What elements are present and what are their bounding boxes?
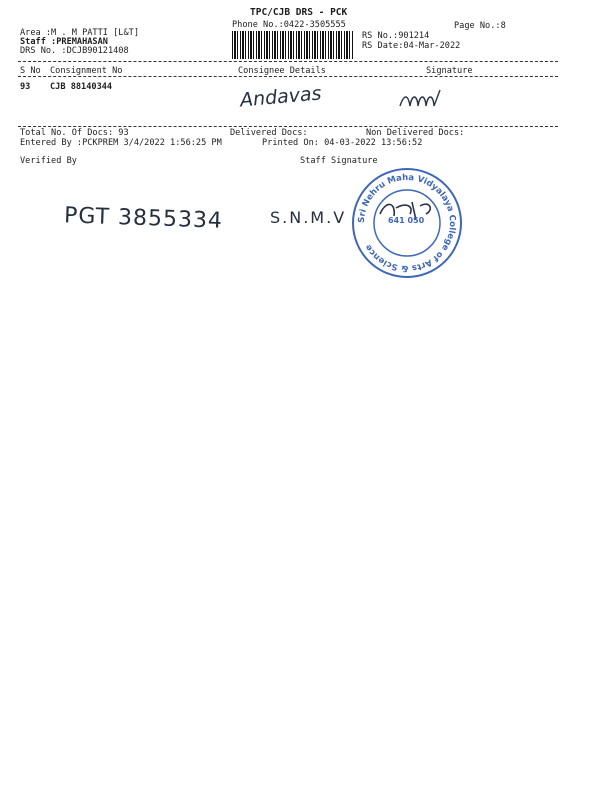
column-header-signature: Signature — [426, 66, 473, 76]
consignee-handwriting: Andavas — [239, 82, 323, 112]
rs-number: RS No.:901214 — [362, 31, 430, 41]
total-docs: Total No. Of Docs: 93 — [20, 128, 129, 138]
delivered-docs: Delivered Docs: — [230, 128, 308, 138]
area-label: Area :M . M PATTI [L&T] — [20, 28, 139, 38]
stamp-pin: 641 050 — [388, 216, 425, 225]
signature-scribble — [396, 84, 456, 114]
column-header-sno: S No — [20, 66, 41, 76]
stamp-ring-text: Sri Nehru Maha Vidyalaya College of Arts & Science — [356, 172, 458, 274]
page-number: Page No.:8 — [454, 21, 506, 31]
divider — [18, 61, 558, 62]
handwritten-code: PGT 3855334 — [63, 203, 224, 234]
verified-by-label: Verified By — [20, 156, 77, 166]
row-sno: 93 — [20, 82, 31, 92]
printed-on: Printed On: 04-03-2022 13:56:52 — [262, 138, 423, 148]
non-delivered-docs: Non Delivered Docs: — [366, 128, 465, 138]
phone-number: Phone No.:0422-3505555 — [232, 20, 346, 30]
rs-date: RS Date:04-Mar-2022 — [362, 41, 461, 51]
row-consignment-no: CJB 88140344 — [50, 82, 113, 92]
divider — [18, 126, 558, 127]
college-stamp — [350, 166, 464, 280]
document-title: TPC/CJB DRS - PCK — [250, 7, 348, 18]
entered-by: Entered By :PCKPREM 3/4/2022 1:56:25 PM — [20, 138, 222, 148]
staff-signature-label: Staff Signature — [300, 156, 378, 166]
divider — [18, 76, 558, 77]
barcode — [232, 31, 354, 59]
column-header-consignment: Consignment No — [50, 66, 123, 76]
column-header-consignee: Consignee Details — [238, 66, 326, 76]
handwritten-initials: S.N.M.V — [270, 208, 347, 227]
drs-number: DRS No. :DCJB90121408 — [20, 46, 129, 56]
staff-label: Staff :PREMAHASAN — [20, 37, 108, 47]
